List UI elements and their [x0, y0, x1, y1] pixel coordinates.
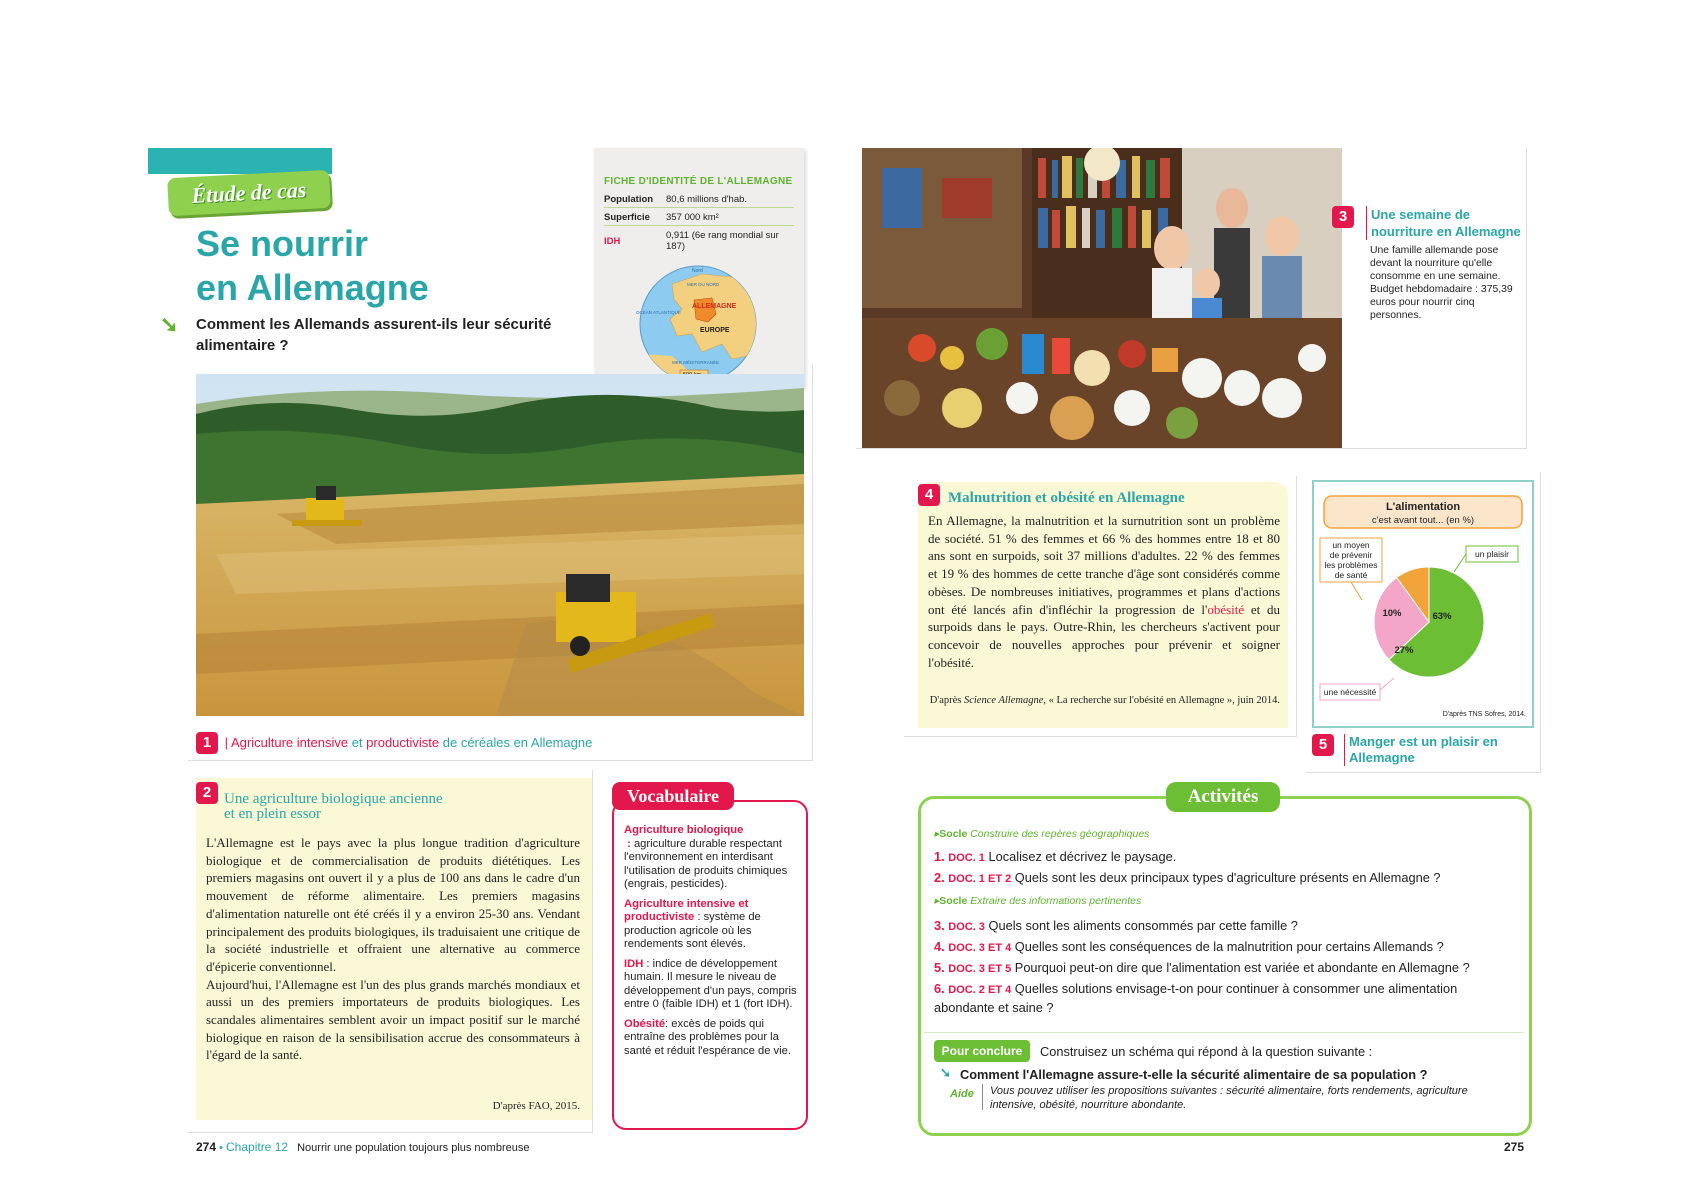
question-number: 5.: [934, 960, 945, 975]
doc1-caption-part2: et: [348, 735, 367, 750]
map-label-north: Nord: [692, 268, 703, 274]
doc1-caption-part4: de céréales en Allemagne: [439, 735, 593, 750]
vocab-definition: système de production agricole où les rendements sont élevés.: [624, 911, 761, 950]
aide-badge: Aide: [950, 1088, 974, 1100]
doc1-number: 1: [196, 732, 218, 754]
question-docs: DOC. 3 ET 5: [948, 963, 1012, 975]
doc4-title: Malnutrition et obésité en Allemagne: [948, 490, 1185, 506]
vocab-term: Obésité: [624, 1017, 666, 1030]
socle-2-prefix: Socle: [939, 895, 968, 907]
doc5-number-wrap: [1312, 734, 1334, 756]
vocab-definition: excès de poids qui entraîne des problèmes pour la santé et réduit l'espérance de vie.: [624, 1017, 791, 1057]
chart-label-health-2: de prévenir: [1329, 550, 1373, 560]
question-text: Quels sont les deux principaux types d'agriculture présents en Allemagne ?: [1014, 870, 1441, 885]
id-label: IDH: [604, 236, 621, 247]
id-value: 0,911 (6e rang mondial sur 187): [666, 230, 779, 252]
pour-conclure-badge: Pour conclure: [934, 1040, 1030, 1062]
left-page-number: 274: [196, 1140, 217, 1154]
id-row-superficie: [604, 210, 794, 226]
id-card: [594, 148, 804, 388]
activities-divider: [924, 1032, 1524, 1033]
id-row-population: [604, 192, 794, 208]
doc4-body: [928, 512, 1280, 671]
question-text: Quelles sont les conséquences de la malnutrition pour certains Allemands ?: [1014, 939, 1444, 954]
vocabulary-box: [612, 800, 808, 1130]
doc3-title: Une semaine de nourriture en Allemagne: [1366, 206, 1531, 240]
question-5: [934, 959, 1514, 978]
doc2-body: [206, 834, 580, 1064]
arrow-right-icon: ➘: [160, 312, 179, 337]
doc1-caption-part3: productiviste: [366, 735, 440, 750]
doc3-caption-text: Une famille allemande pose devant la nourriture qu'elle consomme en une semaine. Budget hebdomadaire : 375,39 euros pour nourrir cinq personnes.: [1370, 245, 1513, 321]
doc4-source-italic: Science Allemagne: [963, 695, 1044, 706]
question-text: Quels sont les aliments consommés par cette famille ?: [988, 918, 1298, 933]
doc2-title: [224, 792, 584, 822]
id-row-idh: [604, 228, 794, 256]
main-question: Comment les Allemands assurent-ils leur sécurité alimentaire ?: [196, 316, 552, 354]
chart-value-health: 10%: [1382, 608, 1402, 619]
pie-chart: [1314, 482, 1532, 726]
conclure-arrow-icon: ➘: [940, 1065, 951, 1080]
activities-title: Activités: [1166, 782, 1280, 812]
map-label-sea-north: MER DU NORD: [687, 282, 720, 287]
question-text: Pourquoi peut-on dire que l'alimentation est variée et abondante en Allemagne ?: [1014, 960, 1470, 975]
chart-value-plaisir: 63%: [1432, 611, 1452, 622]
doc4-number-wrap: [918, 484, 940, 506]
doc2-number-wrap: [196, 782, 218, 804]
label-necessite: [1320, 678, 1394, 700]
question-text: Localisez et décrivez le paysage.: [988, 849, 1177, 864]
question-docs: DOC. 3 ET 4: [948, 942, 1012, 954]
question-number: 6.: [934, 981, 945, 996]
vocab-term: Agriculture biologique: [624, 824, 744, 836]
title-line-2: en Allemagne: [196, 267, 429, 308]
question-number: 1.: [934, 849, 945, 864]
vocab-entry: [624, 958, 800, 1012]
question-6: [934, 980, 1514, 1016]
question-text: Quelles solutions envisage-t-on pour continuer à consommer une alimentation abondante et saine ?: [934, 981, 1458, 1015]
map-label-continent: EUROPE: [700, 327, 730, 334]
chart-value-necessite: 27%: [1394, 645, 1414, 656]
id-label: Population: [604, 194, 654, 205]
question-3: [934, 917, 1514, 936]
id-label: Superficie: [604, 212, 650, 223]
doc1-caption-part1: Agriculture intensive: [231, 735, 349, 750]
doc4-number: 4: [918, 484, 940, 506]
aide-divider: [982, 1084, 983, 1110]
question-2: [934, 869, 1514, 888]
doc3-number-wrap: [1332, 206, 1354, 228]
vocab-definition: agriculture durable respectant l'environnement en interdisant l'utilisation de produits chimiques (engrais, pesticides).: [624, 837, 788, 890]
conclure-question: Comment l'Allemagne assure-t-elle la sécurité alimentaire de sa population ?: [960, 1067, 1428, 1082]
doc2-number: 2: [196, 782, 218, 804]
vocabulary-title: Vocabulaire: [612, 782, 734, 810]
id-card-title: FICHE D'IDENTITÉ DE L'ALLEMAGNE: [604, 176, 793, 187]
footer-chapter-title: Nourrir une population toujours plus nombreuse: [297, 1142, 530, 1154]
vocab-definition: indice de développement humain. Il mesure le niveau de développement d'un pays, compris entre 0 (faible IDH) et 1 (fort IDH).: [624, 957, 797, 1010]
id-value: 80,6 millions d'hab.: [666, 194, 748, 205]
question-1: [934, 848, 1514, 867]
vocab-sep: :: [665, 1017, 672, 1030]
question-number: 4.: [934, 939, 945, 954]
vocab-sep: :: [624, 837, 634, 850]
chart-label-health-3: les problèmes: [1324, 560, 1378, 570]
question-number: 3.: [934, 918, 945, 933]
map-label-country: ALLEMAGNE: [692, 303, 737, 310]
doc2-paragraph-2: Aujourd'hui, l'Allemagne est l'un des plus grands marchés mondiaux et aussi un des premiers importateurs de produits biologiques. Les scandales alimentaires semblent avoir un impact positif sur le marché biologique en raison de la sensibilisation accrue des consommateurs à l'égard de la santé.: [206, 976, 580, 1063]
question-docs: DOC. 1 ET 2: [948, 873, 1012, 885]
doc4-body-highlight: obésité: [1207, 601, 1245, 617]
map-label-sea-med: MER MÉDITERRANÉE: [672, 360, 720, 365]
label-health: [1320, 538, 1382, 600]
question-docs: DOC. 1: [948, 852, 985, 864]
socle-1: ▸Socle Construire des repères géographiques: [934, 828, 1150, 840]
conclure-instruction: Construisez un schéma qui répond à la question suivante :: [1040, 1044, 1373, 1059]
vocabulary-body: [624, 824, 800, 1064]
doc2-paragraph-1: L'Allemagne est le pays avec la plus longue tradition d'agriculture biologique et de commercialisation de produits diététiques. Les premiers magasins ont ouvert il y a plus de 100 ans dans le cadre d'un mouvement de réforme alimentaire. Les premiers magasins d'alimentation naturelle ont été créés il y a environ 25-30 ans. Vendant principalement des produits biologiques, ils traduisaient une critique de la société industrielle et offraient une alternative au commerce d'épicerie conventionnel.: [206, 835, 580, 974]
question-number: 2.: [934, 870, 945, 885]
page-title: [196, 222, 616, 310]
doc4-body-after: et du surpoids dans le pays. Outre-Rhin, les chercheurs s'activent pour concevoir de nouvelles approches pour prévenir et soigner l'obésité.: [928, 601, 1280, 670]
footer-chapter: Chapitre 12: [226, 1140, 289, 1154]
title-line-1: Se nourrir: [196, 223, 369, 264]
footer-bullet: •: [216, 1142, 226, 1154]
vocab-term: IDH: [624, 957, 644, 970]
map-label-ocean: OCÉAN ATLANTIQUE: [636, 310, 681, 315]
socle-2: ▸Socle Extraire des informations pertinentes: [934, 895, 1142, 907]
chart-label-plaisir: un plaisir: [1474, 549, 1510, 559]
question-4: [934, 938, 1514, 957]
doc4-source: [928, 694, 1280, 707]
doc2-title-line2: et en plein essor: [224, 806, 322, 822]
id-value: 357 000 km²: [666, 212, 719, 223]
etude-de-cas-badge: [167, 170, 331, 216]
doc4-source-prefix: D'après: [929, 695, 964, 706]
socle-2-text: Extraire des informations pertinentes: [970, 895, 1142, 907]
vocab-entry: [624, 898, 800, 952]
question-docs: DOC. 3: [948, 921, 985, 933]
chart-label-necessite: une nécessité: [1323, 687, 1377, 697]
chart-title: L'alimentation: [1385, 501, 1461, 513]
doc2-title-line1: Une agriculture biologique ancienne: [224, 791, 443, 807]
chart-label-health-1: un moyen: [1332, 540, 1370, 550]
chart-source: D'après TNS Sofres, 2014.: [1442, 711, 1526, 718]
doc2-source: D'après FAO, 2015.: [492, 1100, 580, 1112]
doc4-source-rest: , « La recherche sur l'obésité en Allemagne », juin 2014.: [1043, 695, 1280, 706]
etude-de-cas-label: Étude de cas: [190, 177, 307, 208]
vocab-sep: :: [694, 911, 704, 923]
chart-label-health-4: de santé: [1334, 570, 1368, 580]
doc5-number: 5: [1312, 734, 1334, 756]
doc2-text-block: [196, 778, 592, 1120]
doc5-chart-box: [1312, 480, 1534, 728]
wheat-field-harvest-photo: [196, 374, 804, 716]
doc3-number: 3: [1332, 206, 1354, 228]
doc4-body-before: En Allemagne, la malnutrition et la surnutrition sont un problème de société. 51 % des femmes et 66 % des hommes entre 18 et 80 ans sont en surpoids, soit 37 millions d'adultes. 22 % des femmes et 19 % des hommes de cette tranche d'âge sont considérés comme obèses. De nombreuses initiatives, programmes et plans d'actions ont été lancés afin d'infléchir la progression de l': [928, 513, 1280, 617]
vocab-term: Agriculture intensive et productiviste: [624, 897, 749, 923]
socle-1-prefix: Socle: [939, 828, 968, 840]
left-footer: [196, 1140, 529, 1154]
chart-subtitle: c'est avant tout... (en %): [1371, 515, 1475, 526]
doc1-caption: 1 | Agriculture intensive et productiviste de céréales en Allemagne: [196, 732, 592, 754]
vocab-entry: [624, 1018, 800, 1059]
right-page-number: 275: [1504, 1140, 1525, 1154]
socle-1-text: Construire des repères géographiques: [970, 828, 1150, 840]
family-food-week-photo: [862, 148, 1342, 448]
label-plaisir: [1454, 546, 1518, 572]
vocab-sep: :: [643, 957, 653, 970]
aide-text: Vous pouvez utiliser les propositions suivantes : sécurité alimentaire, forts rendements, agriculture intensive, obésité, nourriture abondante.: [990, 1085, 1468, 1111]
vocab-entry: [624, 824, 800, 892]
doc5-title: Manger est un plaisir en Allemagne: [1344, 734, 1519, 766]
question-docs: DOC. 2 ET 4: [948, 984, 1012, 996]
